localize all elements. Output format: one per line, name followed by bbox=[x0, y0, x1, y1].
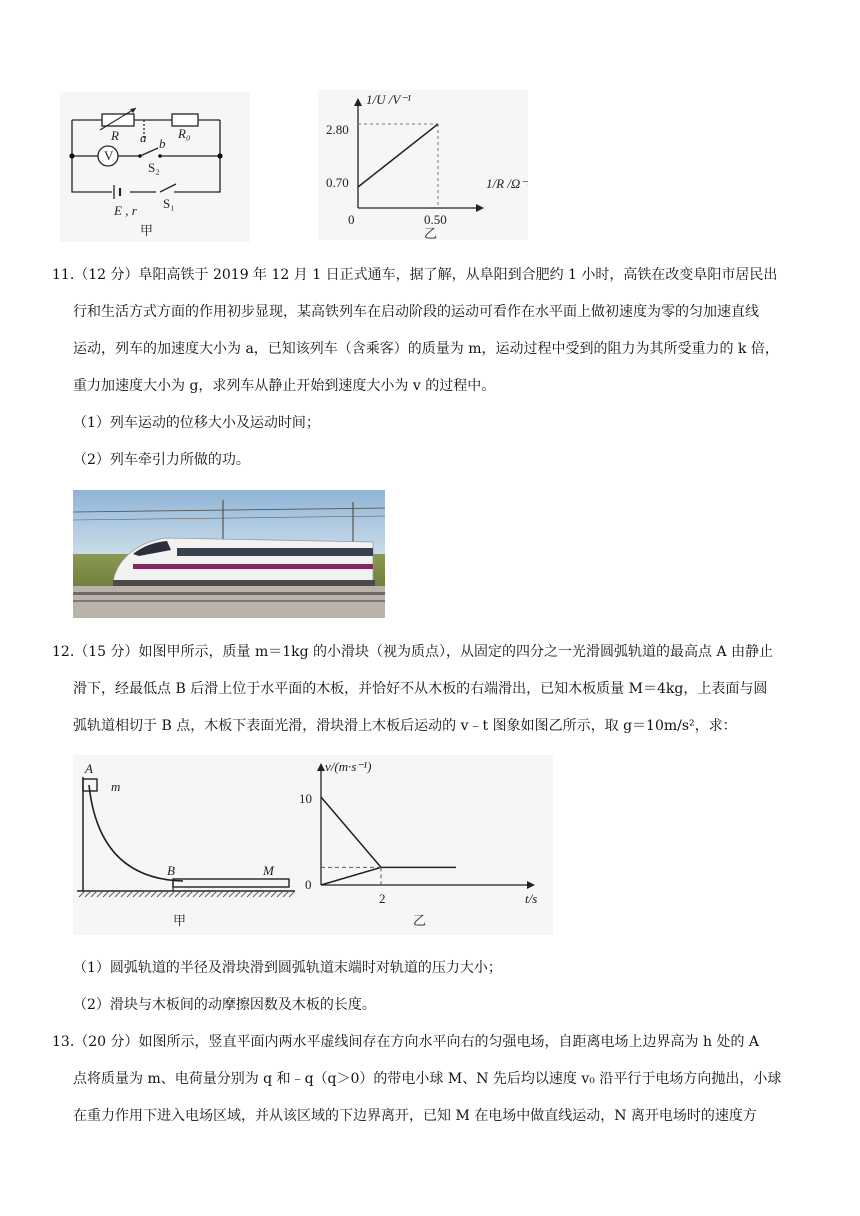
x-axis-label: 1/R /Ω⁻¹ bbox=[486, 176, 528, 191]
q11-line-2: 行和生活方式方面的作用初步显现，某高铁列车在启动阶段的运动可看作在水平面上做初速度为零的匀加速直线 bbox=[73, 304, 759, 320]
label-B: B bbox=[167, 863, 175, 878]
ground-hatch bbox=[157, 891, 163, 897]
y-tick-0.70: 0.70 bbox=[326, 175, 349, 190]
ground-hatch bbox=[109, 891, 115, 897]
variable-resistor-icon bbox=[102, 114, 134, 126]
ground-hatch bbox=[181, 891, 187, 897]
q11-line-3: 运动，列车的加速度大小为 a，已知该列车（含乘客）的质量为 m，运动过程中受到的阻力为其所受重力的 k 倍， bbox=[73, 341, 779, 357]
ground-hatch bbox=[97, 891, 103, 897]
v-tick-0: 0 bbox=[305, 877, 312, 892]
ground-hatch bbox=[127, 891, 133, 897]
t-tick-2: 2 bbox=[379, 891, 386, 906]
graph1-svg bbox=[318, 90, 528, 240]
q12-line-1: 12.（15 分）如图甲所示，质量 m＝1kg 的小滑块（视为质点），从固定的四分之一光滑圆弧轨道的最高点 A 由静止 bbox=[52, 644, 774, 660]
arc-track-diagram bbox=[77, 777, 295, 897]
circuit-figure bbox=[60, 92, 250, 242]
q13-line-3: 在重力作用下进入电场区域，并从该区域的下边界离开，已知 M 在电场中做直线运动，N 离开电场时的速度方 bbox=[73, 1108, 757, 1124]
ground-hatch bbox=[79, 891, 85, 897]
ground-hatch bbox=[145, 891, 151, 897]
y-tick-2.80: 2.80 bbox=[326, 122, 349, 137]
board-icon bbox=[173, 879, 289, 887]
label-a: a bbox=[140, 130, 147, 145]
circuit-diagram bbox=[60, 92, 250, 242]
series-line-1 bbox=[321, 797, 381, 867]
circuit-caption: 甲 bbox=[140, 223, 154, 238]
label-R0: R₀ bbox=[178, 126, 191, 141]
ground-hatch bbox=[169, 891, 175, 897]
label-V: V bbox=[104, 148, 114, 163]
label-m: m bbox=[111, 779, 121, 794]
q12-figure bbox=[73, 755, 553, 935]
ground-hatch bbox=[271, 891, 277, 897]
caption-left: 甲 bbox=[173, 913, 187, 928]
ground-hatch bbox=[217, 891, 223, 897]
x-tick-0: 0 bbox=[348, 212, 355, 227]
ground-hatch bbox=[289, 891, 295, 897]
ground-hatch bbox=[199, 891, 205, 897]
q12-sub-2: （2）滑块与木板间的动摩擦因数及木板的长度。 bbox=[73, 997, 376, 1013]
ground-hatch bbox=[91, 891, 97, 897]
q12-sub-1: （1）圆弧轨道的半径及滑块滑到圆弧轨道末端时对轨道的压力大小； bbox=[73, 960, 502, 976]
q11-line-1: 11.（12 分）阜阳高铁于 2019 年 12 月 1 日正式通车，据了解，从阜阳到合肥约 1 小时，高铁在改变阜阳市居民出 bbox=[52, 267, 778, 283]
ground-hatch bbox=[223, 891, 229, 897]
ground-hatch bbox=[283, 891, 289, 897]
ground-hatch bbox=[253, 891, 259, 897]
ground-hatch bbox=[187, 891, 193, 897]
ground-hatch bbox=[151, 891, 157, 897]
ground-hatch bbox=[259, 891, 265, 897]
ground-hatch bbox=[265, 891, 271, 897]
label-b: b bbox=[159, 136, 166, 151]
q11-line-4: 重力加速度大小为 g，求列车从静止开始到速度大小为 v 的过程中。 bbox=[73, 378, 496, 394]
train-photo bbox=[73, 490, 385, 618]
ground-hatch bbox=[205, 891, 211, 897]
t-axis-label: t/s bbox=[525, 891, 538, 906]
x-tick-0.50: 0.50 bbox=[424, 212, 447, 227]
ground-hatch bbox=[85, 891, 91, 897]
ground-hatch bbox=[229, 891, 235, 897]
ground-hatch bbox=[241, 891, 247, 897]
ground-hatch bbox=[121, 891, 127, 897]
label-Er: E , r bbox=[114, 203, 137, 218]
inverse-voltage-graph bbox=[318, 90, 528, 240]
ground-hatch bbox=[133, 891, 139, 897]
label-R: R bbox=[111, 128, 119, 143]
ground-hatch bbox=[193, 891, 199, 897]
q12-line-2: 滑下，经最低点 B 后滑上位于水平面的木板，并恰好不从木板的右端滑出，已知木板质量 M＝4kg，上表面与圆 bbox=[73, 681, 768, 697]
series-line-2 bbox=[321, 867, 456, 885]
ground-hatch bbox=[139, 891, 145, 897]
label-S2: S₂ bbox=[148, 160, 160, 175]
ground-hatch bbox=[103, 891, 109, 897]
ground-hatch bbox=[211, 891, 217, 897]
label-S1: S₁ bbox=[163, 196, 175, 211]
ground-hatch bbox=[163, 891, 169, 897]
ground-hatch bbox=[247, 891, 253, 897]
q11-sub-1: （1）列车运动的位移大小及运动时间； bbox=[73, 415, 320, 431]
caption-right: 乙 bbox=[413, 913, 427, 928]
y-axis-label: 1/U /V⁻¹ bbox=[366, 92, 412, 107]
v-axis-label: v/(m·s⁻¹) bbox=[325, 759, 372, 774]
fixed-resistor-icon bbox=[172, 114, 198, 126]
ground-hatch bbox=[175, 891, 181, 897]
ground-hatch bbox=[277, 891, 283, 897]
ground-hatch bbox=[235, 891, 241, 897]
label-A: A bbox=[85, 761, 93, 776]
data-line bbox=[358, 124, 438, 187]
q13-line-2: 点将质量为 m、电荷量分别为 q 和﹣q（q＞0）的带电小球 M、N 先后均以速度 v₀ 沿平行于电场方向抛出，小球 bbox=[73, 1071, 782, 1087]
ground-hatch bbox=[115, 891, 121, 897]
q11-sub-2: （2）列车牵引力所做的功。 bbox=[73, 452, 250, 468]
q12-line-3: 弧轨道相切于 B 点，木板下表面光滑，滑块滑上木板后运动的 v﹣t 图象如图乙所示，取 g＝10m/s²，求： bbox=[73, 718, 737, 734]
q12-figure-svg bbox=[73, 755, 553, 935]
graph-caption: 乙 bbox=[424, 226, 438, 240]
q13-line-1: 13.（20 分）如图所示，竖直平面内两水平虚线间存在方向水平向右的匀强电场，自距离电场上边界高为 h 处的 A bbox=[52, 1034, 760, 1050]
label-M: M bbox=[263, 863, 274, 878]
v-tick-10: 10 bbox=[299, 791, 312, 806]
